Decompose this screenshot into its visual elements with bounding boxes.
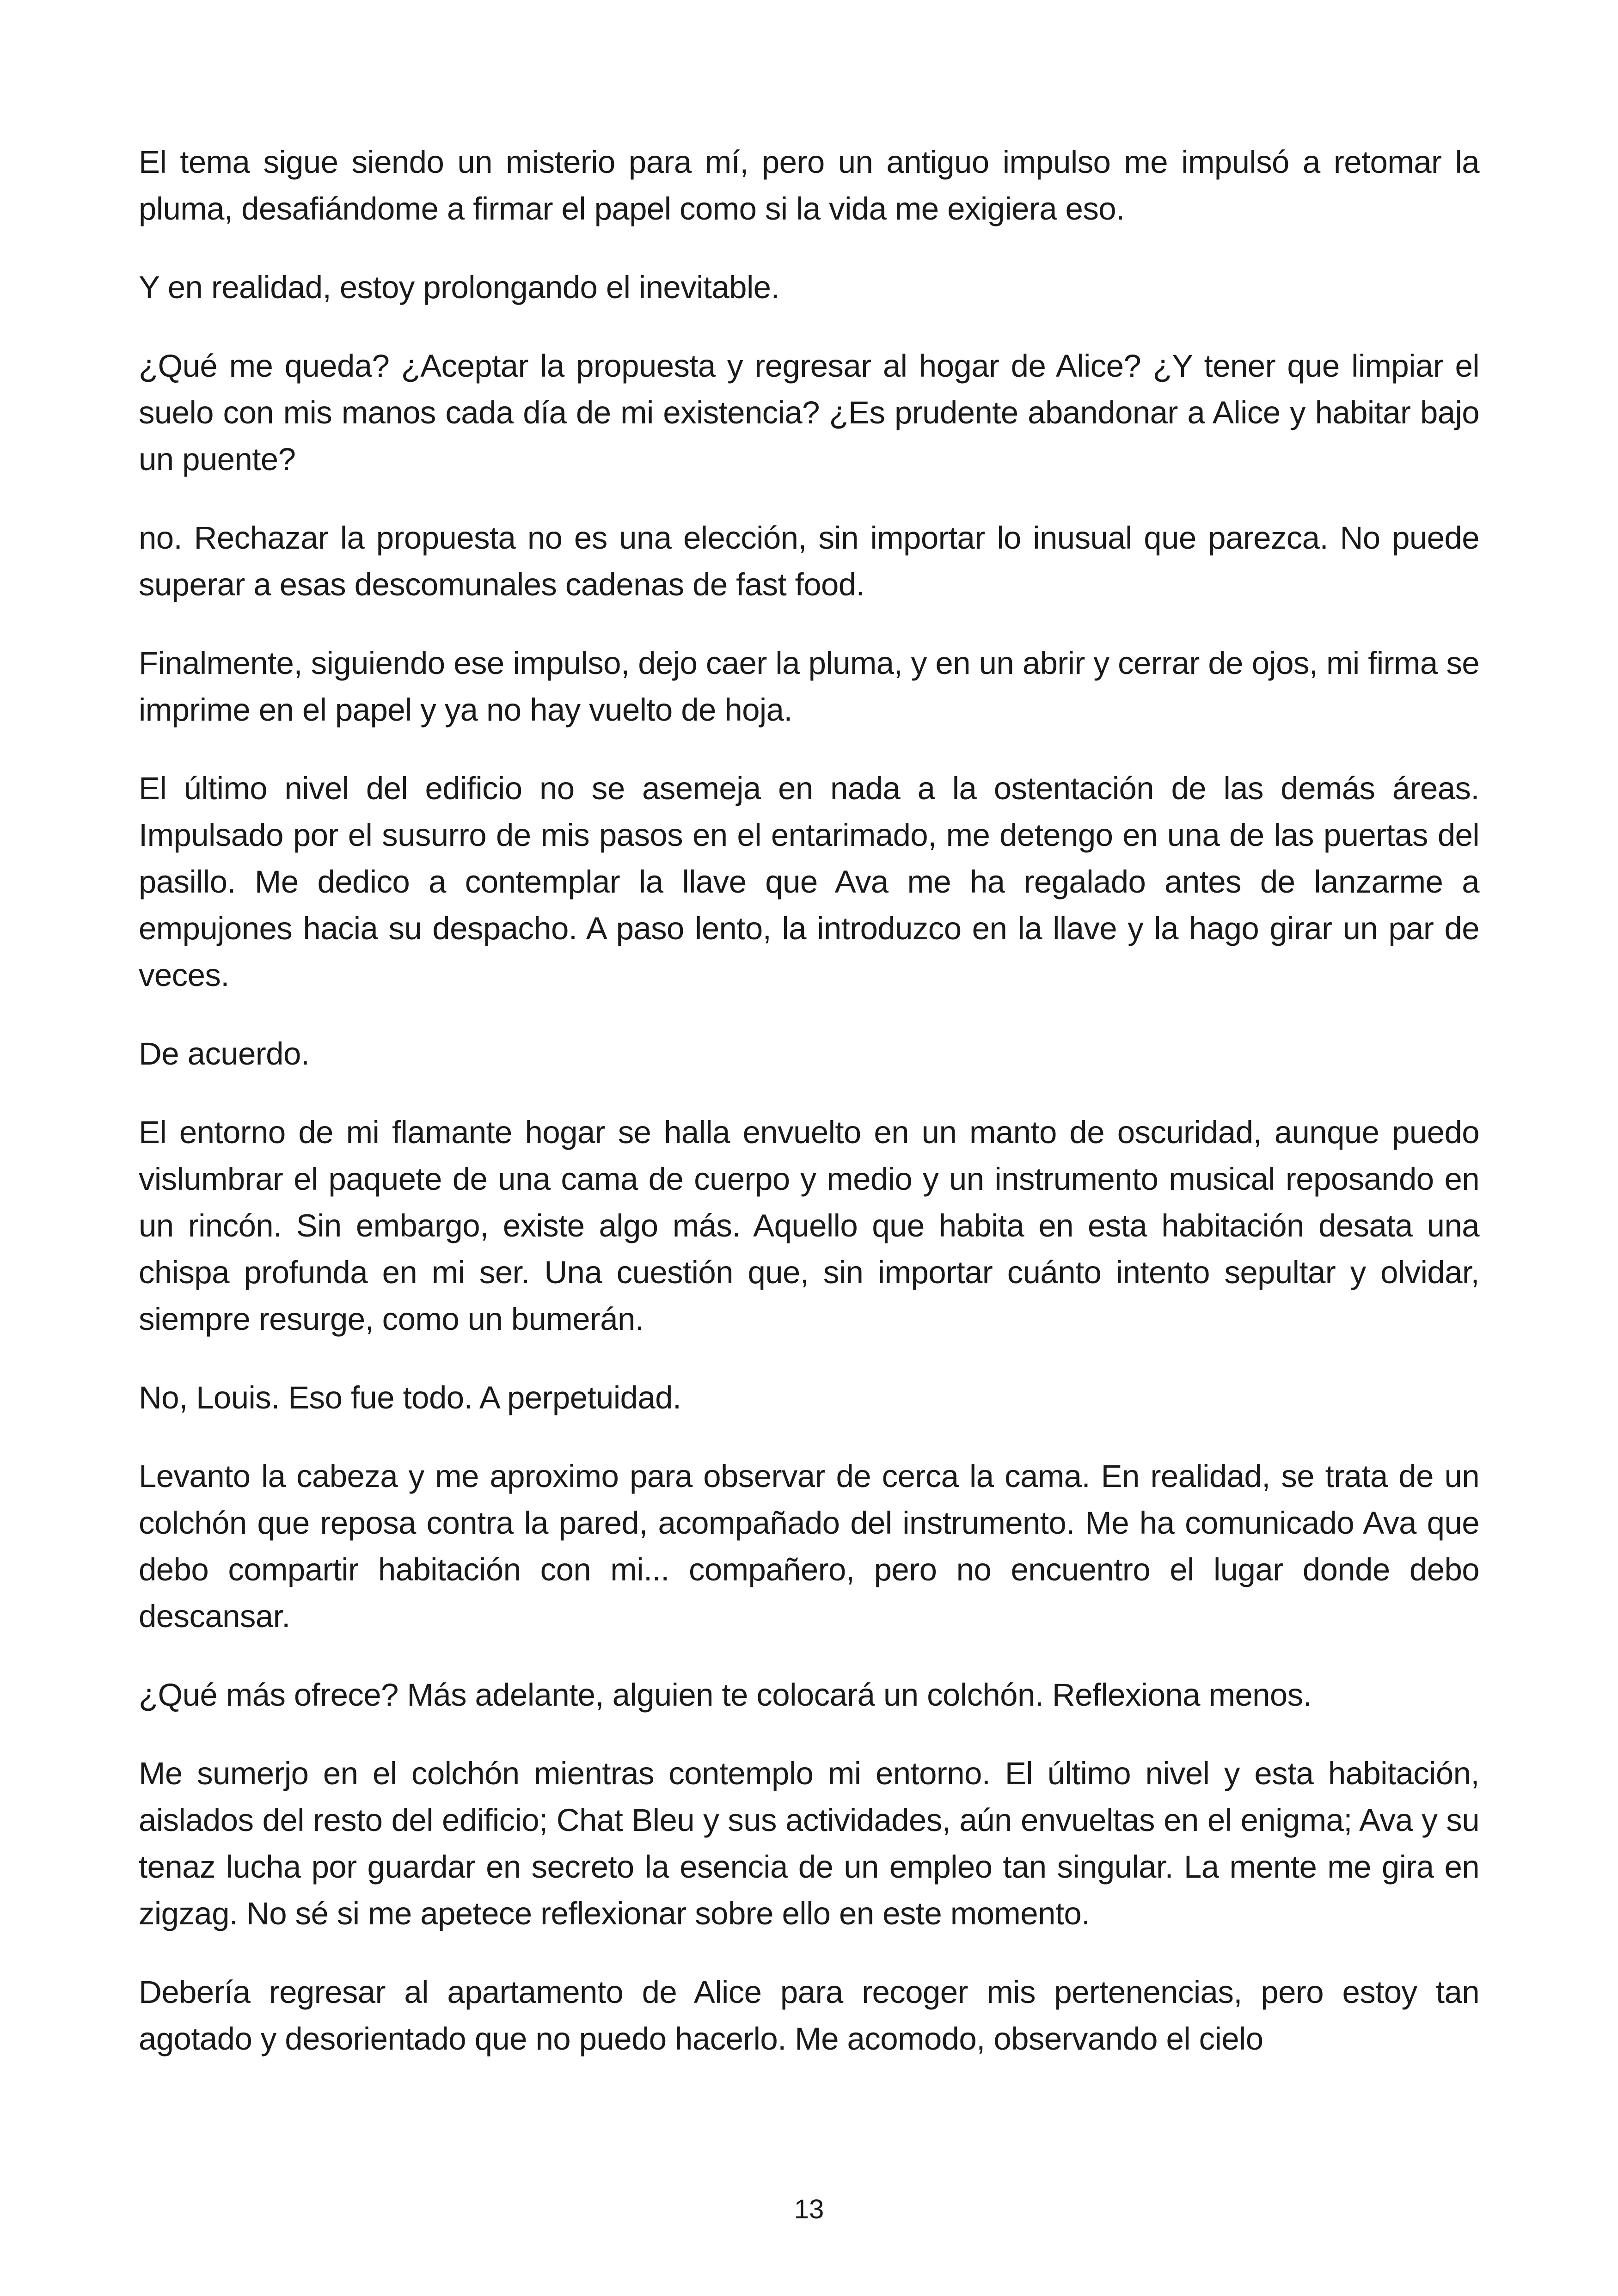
paragraph: Levanto la cabeza y me aproximo para observar de cerca la cama. En realidad, se trata de un colchón que reposa contra la pared, acompañado del instrumento. Me ha comunicado Ava que debo compartir habitación con mi... compañero, pero no encuentro el lugar donde debo descansar. [139, 1458, 1479, 1634]
paragraph: El entorno de mi flamante hogar se halla envuelto en un manto de oscuridad, aunque puedo vislumbrar el paquete de una cama de cuerpo y medio y un instrumento musical reposando en un rincón. Sin embargo, existe algo más. Aquello que habita en esta habitación desata una chispa profunda en mi ser. Una cuestión que, sin importar cuánto intento sepultar y olvidar, siempre resurge, como un bumerán. [139, 1114, 1479, 1337]
paragraph: No, Louis. Eso fue todo. A perpetuidad. [139, 1380, 681, 1415]
paragraph: ¿Qué me queda? ¿Aceptar la propuesta y regresar al hogar de Alice? ¿Y tener que limpiar el suelo con mis manos cada día de mi existencia? ¿Es prudente abandonar a Alice y habitar bajo un puente? [139, 348, 1479, 477]
paragraph: no. Rechazar la propuesta no es una elección, sin importar lo inusual que parezca. No puede superar a esas descomunales cadenas de fast food. [139, 520, 1479, 602]
paragraph: De acuerdo. [139, 1036, 310, 1071]
page-number: 13 [794, 2194, 824, 2224]
paragraph: Me sumerjo en el colchón mientras contemplo mi entorno. El último nivel y esta habitación, aislados del resto del edificio; Chat Bleu y sus actividades, aún envueltas en el enigma; Ava y su tenaz lucha por guardar en secreto la esencia de un empleo tan singular. La mente me gira en zigzag. No sé si me apetece reflexionar sobre ello en este momento. [139, 1756, 1479, 1931]
paragraph: El último nivel del edificio no se asemeja en nada a la ostentación de las demás áreas. Impulsado por el susurro de mis pasos en el entarimado, me detengo en una de las puertas del pasillo. Me dedico a contemplar la llave que Ava me ha regalado antes de lanzarme a empujones hacia su despacho. A paso lento, la introduzco en la llave y la hago girar un par de veces. [139, 771, 1479, 993]
paragraph: Debería regresar al apartamento de Alice para recoger mis pertenencias, pero estoy tan agotado y desorientado que no puedo hacerlo. Me acomodo, observando el cielo [139, 1974, 1479, 2057]
paragraph: El tema sigue siendo un misterio para mí, pero un antiguo impulso me impulsó a retomar la pluma, desafiándome a firmar el papel como si la vida me exigiera eso. [139, 144, 1479, 227]
paragraph: Finalmente, siguiendo ese impulso, dejo caer la pluma, y en un abrir y cerrar de ojos, mi firma se imprime en el papel y ya no hay vuelto de hoja. [139, 645, 1479, 728]
body-text [139, 139, 1479, 2094]
paragraph: ¿Qué más ofrece? Más adelante, alguien te colocará un colchón. Reflexiona menos. [139, 1677, 1312, 1713]
paragraph: Y en realidad, estoy prolongando el inevitable. [139, 269, 780, 305]
